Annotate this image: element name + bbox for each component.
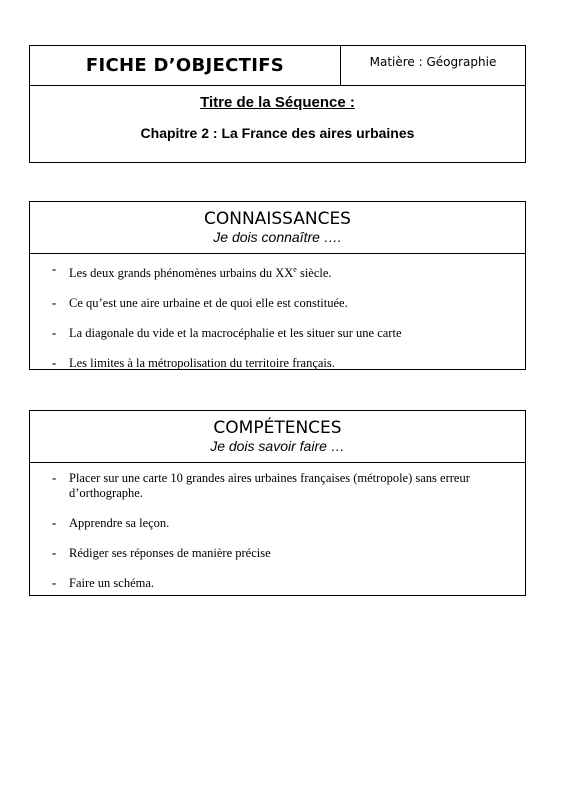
skills-list	[30, 463, 525, 591]
list-item	[52, 516, 511, 531]
list-item	[52, 546, 511, 561]
list-item-text-end: siècle.	[296, 266, 332, 281]
bullet-dash: -	[52, 262, 57, 276]
bullet-dash: -	[52, 471, 57, 485]
list-item	[52, 262, 511, 281]
skills-subtitle: Je dois savoir faire …	[210, 438, 345, 454]
chapter-title: Chapitre 2 : La France des aires urbaines	[140, 125, 415, 141]
bullet-dash: -	[52, 356, 57, 371]
bullet-dash: -	[52, 516, 57, 530]
list-item	[52, 576, 511, 591]
knowledge-subtitle: Je dois connaître ….	[213, 229, 342, 245]
list-item-text	[69, 262, 511, 281]
list-item-text: Ce qu’est une aire urbaine et de quoi elle est constituée.	[69, 296, 348, 311]
list-item-text: Apprendre sa leçon.	[69, 516, 170, 530]
skills-title: COMPÉTENCES	[213, 418, 342, 438]
document-title: FICHE D’OBJECTIFS	[30, 46, 341, 85]
bullet-dash: -	[52, 576, 57, 590]
skills-header	[30, 411, 525, 463]
header-box	[29, 45, 526, 163]
list-item-text: Faire un schéma.	[69, 576, 155, 590]
knowledge-list	[30, 254, 525, 371]
sequence-label: Titre de la Séquence :	[200, 94, 355, 111]
list-item	[52, 296, 511, 311]
knowledge-title: CONNAISSANCES	[204, 209, 351, 229]
bullet-dash: -	[52, 546, 57, 560]
list-item-text: Placer sur une carte 10 grandes aires urbaines françaises (métropole) sans erreur d’orthographe.	[69, 471, 470, 500]
superscript: e	[293, 265, 297, 274]
list-item	[52, 326, 511, 341]
bullet-dash: -	[52, 326, 57, 341]
header-top-row	[30, 46, 525, 86]
sequence-area	[30, 94, 525, 141]
list-item-text: La diagonale du vide et la macrocéphalie et les situer sur une carte	[69, 326, 402, 341]
skills-section	[29, 410, 526, 596]
list-item-text-main: Les deux grands phénomènes urbains du XX	[69, 266, 294, 281]
list-item-text: Les limites à la métropolisation du territoire français.	[69, 356, 335, 371]
list-item	[52, 356, 511, 371]
knowledge-header	[30, 202, 525, 254]
list-item	[52, 471, 511, 501]
list-item-text: Rédiger ses réponses de manière précise	[69, 546, 271, 560]
bullet-dash: -	[52, 296, 57, 311]
knowledge-section	[29, 201, 526, 370]
subject-label: Matière : Géographie	[369, 55, 497, 69]
